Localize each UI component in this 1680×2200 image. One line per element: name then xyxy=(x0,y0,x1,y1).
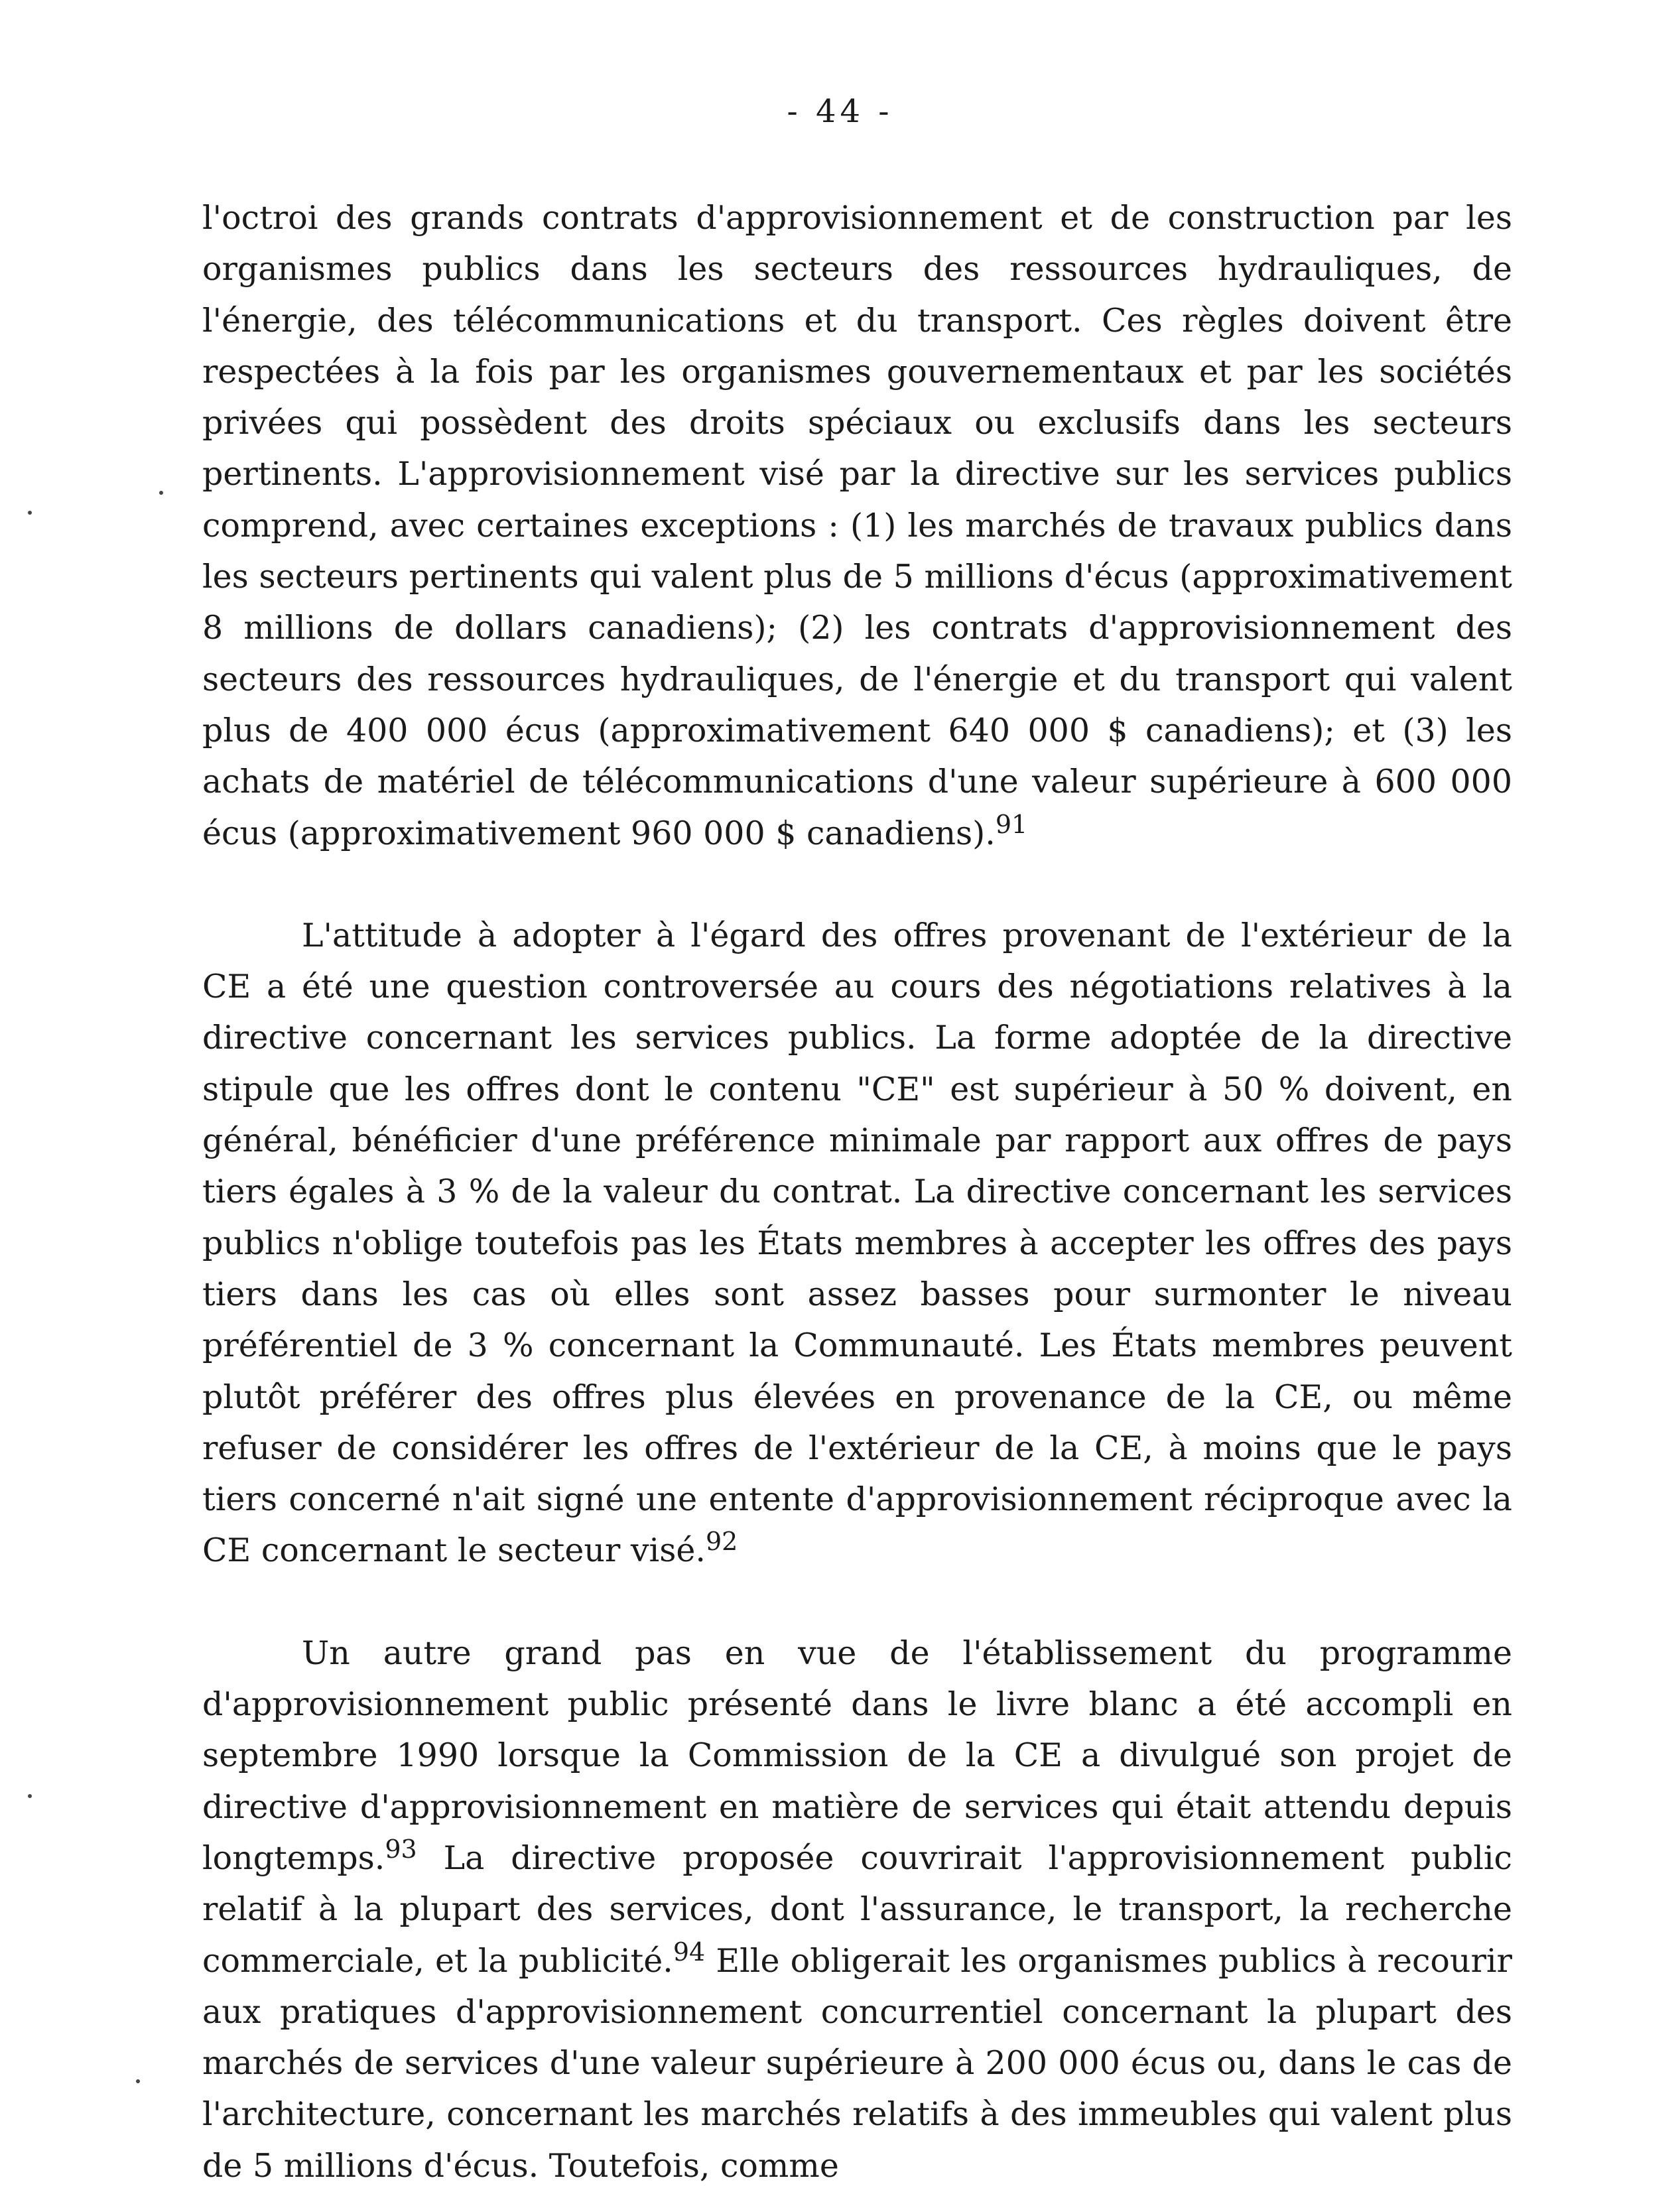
page-number: - 44 - xyxy=(787,93,893,130)
scan-speck xyxy=(28,1794,32,1798)
footnote-ref-92: 92 xyxy=(705,1527,738,1557)
footnote-ref-93: 93 xyxy=(385,1834,417,1864)
scan-speck xyxy=(159,491,163,495)
paragraph-3-text-c: Elle obligerait les organismes publics à recourir aux pratiques d'approvisionnement concurrentiel concernant la plupart des marchés de services d'une valeur supérieure à 200 000 écus ou, dans le cas de l'architecture, concernant les marchés relatifs à des immeubles qui valent plus de 5 millions d'écus. Toutefois, comme xyxy=(202,1941,1512,2185)
footnote-ref-91: 91 xyxy=(995,809,1028,839)
scan-speck xyxy=(28,511,32,515)
paragraph-3-text-a: Un autre grand pas en vue de l'établissement du programme d'approvisionnement public présenté dans le livre blanc a été accompli en septembre 1990 lorsque la Commission de la CE a divulgué son projet de directive d'approvisionnement en matière de services qui était attendu depuis longtemps. xyxy=(202,1634,1512,1877)
footnote-ref-94: 94 xyxy=(673,1937,706,1967)
paragraph-3 xyxy=(202,1628,1512,2191)
paragraph-1 xyxy=(202,192,1512,859)
paragraph-1-text: l'octroi des grands contrats d'approvisionnement et de construction par les organismes publics dans les secteurs des ressources hydrauliques, de l'énergie, des télécommunications et du transport. Ces règles doivent être respectées à la fois par les organismes gouvernementaux et par les sociétés privées qui possèdent des droits spéciaux ou exclusifs dans les secteurs pertinents. L'approvisionnement visé par la directive sur les services publics comprend, avec certaines exceptions : (1) les marchés de travaux publics dans les secteurs pertinents qui valent plus de 5 millions d'écus (approximativement 8 millions de dollars canadiens); (2) les contrats d'approvisionnement des secteurs des ressources hydrauliques, de l'énergie et du transport qui valent plus de 400 000 écus (approximativement 640 000 $ canadiens); et (3) les achats de matériel de télécommunications d'une valeur supérieure à 600 000 écus (approximativement 960 000 $ canadiens). xyxy=(202,199,1512,852)
paragraph-3-text-b: La directive proposée couvrirait l'approvisionnement public relatif à la plupart des services, dont l'assurance, le transport, la recherche commerciale, et la publicité. xyxy=(202,1839,1512,1980)
scan-speck xyxy=(136,2079,140,2083)
paragraph-2 xyxy=(202,910,1512,1577)
document-body xyxy=(202,192,1512,2191)
paragraph-2-text: L'attitude à adopter à l'égard des offres provenant de l'extérieur de la CE a été une question controversée au cours des négotiations relatives à la directive concernant les services publics. La forme adoptée de la directive stipule que les offres dont le contenu "CE" est supérieur à 50 % doivent, en général, bénéficier d'une préférence minimale par rapport aux offres de pays tiers égales à 3 % de la valeur du contrat. La directive concernant les services publics n'oblige toutefois pas les États membres à accepter les offres des pays tiers dans les cas où elles sont assez basses pour surmonter le niveau préférentiel de 3 % concernant la Communauté. Les États membres peuvent plutôt préférer des offres plus élevées en provenance de la CE, ou même refuser de considérer les offres de l'extérieur de la CE, à moins que le pays tiers concerné n'ait signé une entente d'approvisionnement réciproque avec la CE concernant le secteur visé. xyxy=(202,916,1512,1570)
